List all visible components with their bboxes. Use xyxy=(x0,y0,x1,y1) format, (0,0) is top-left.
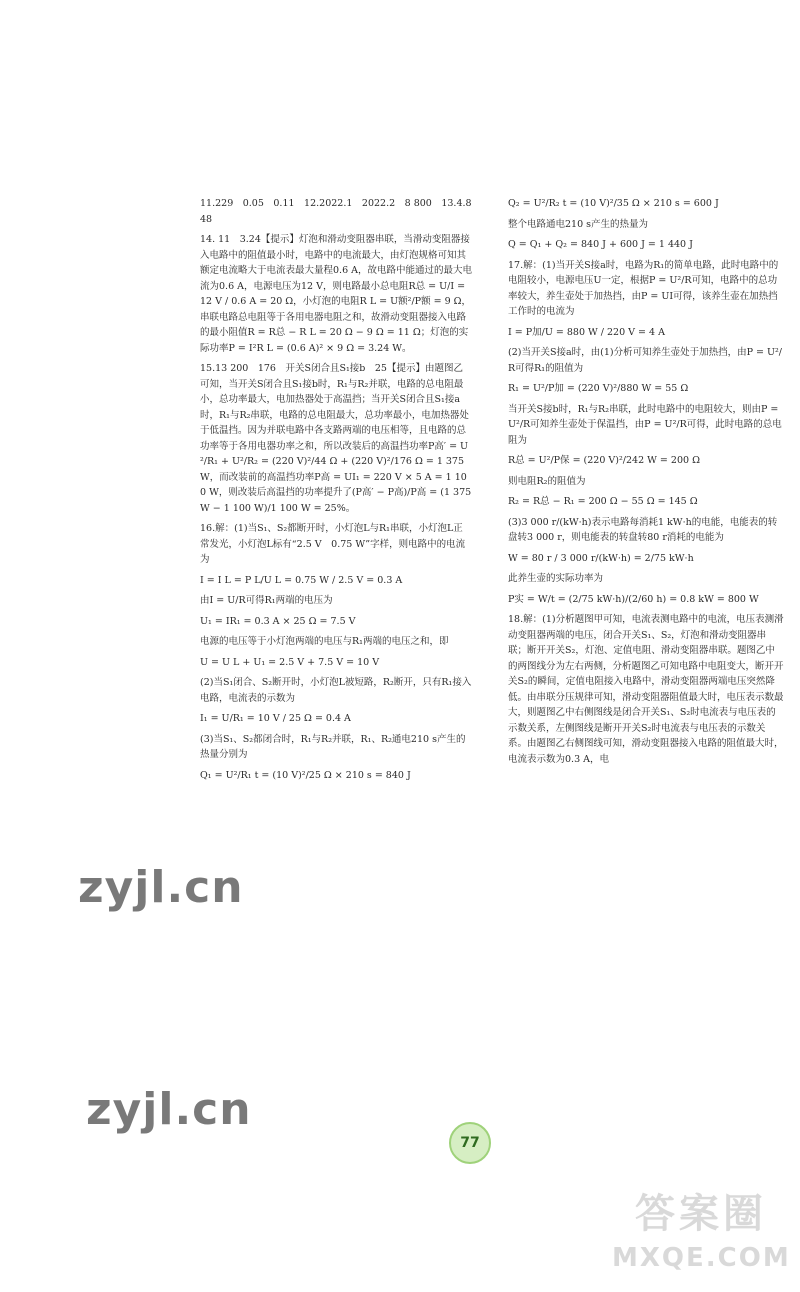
answer-paragraph: 当开关S接b时，R₁与R₂串联，此时电路中的电阻较大，则由P = U²/R可知养生壶处于保温挡，由P = U²/R可得，此时电路的总电阻为 xyxy=(508,403,782,446)
answer-paragraph: I₁ = U/R₁ = 10 V / 25 Ω = 0.4 A xyxy=(200,713,351,724)
answer-column-right xyxy=(508,196,784,772)
answer-paragraph: 由I = U/R可得R₁两端的电压为 xyxy=(200,595,333,606)
page-number: 77 xyxy=(460,1135,480,1151)
site-stamp-logo xyxy=(612,1188,790,1284)
answer-paragraph: Q₂ = U²/R₂ t = (10 V)²/35 Ω × 210 s = 600 J xyxy=(508,198,719,209)
answer-paragraph: 此养生壶的实际功率为 xyxy=(508,573,604,584)
answer-paragraph: I = I L = P L/U L = 0.75 W / 2.5 V = 0.3 A xyxy=(200,574,403,586)
answer-paragraph: Q₁ = U²/R₁ t = (10 V)²/25 Ω × 210 s = 840 J xyxy=(200,769,411,781)
answer-paragraph: W = 80 r / 3 000 r/(kW·h) = 2/75 kW·h xyxy=(508,552,694,564)
answer-paragraph: Q = Q₁ + Q₂ = 840 J + 600 J = 1 440 J xyxy=(508,239,693,250)
answer-paragraph: (2)当开关S接a时，由(1)分析可知养生壶处于加热挡，由P = U²/R可得R₁的阻值为 xyxy=(508,347,782,374)
answer-column-left xyxy=(200,196,482,788)
stamp-url: MXQE.COM xyxy=(612,1243,791,1273)
answer-paragraph: 15.13 200 176 开关S闭合且S₁接b 25【提示】由题图乙可知，当开关S闭合且S₁接b时，R₁与R₂并联，电路的总电阻最小，总功率最大，电加热器处于高温挡；当开关S闭合且S₁接a时，R₁与R₂串联，电路的总电阻最大，总功率最小，电加热器处于低温挡。因为并联电路中各支路两端的电压相等，且电路的总功率等于各用电器功率之和，所以改装后的高温挡功率P高′ = U²/R₁ + U²/R₂ = (220 V)²/44 Ω + (220 V)²/176 Ω = 1 375 W，而改装前的高温挡功率P高 = UI₁ = 220 V × 5 A = 1 100 W，则改装后高温挡的功率提升了(P高′ − P高)/P高 = (1 375 W − 1 100 W)/1 100 W = 25%。 xyxy=(200,363,475,514)
answer-paragraph: P实 = W/t = (2/75 kW·h)/(2/60 h) = 0.8 kW = 800 W xyxy=(508,593,759,605)
answer-paragraph: 电源的电压等于小灯泡两端的电压与R₁两端的电压之和，即 xyxy=(200,636,449,647)
answer-paragraph: U = U L + U₁ = 2.5 V + 7.5 V = 10 V xyxy=(200,656,380,668)
page-number-badge xyxy=(449,1122,491,1164)
answer-paragraph: 16.解：(1)当S₁、S₂都断开时，小灯泡L与R₁串联，小灯泡L正常发光，小灯泡L标有“2.5 V 0.75 W”字样，则电路中的电流为 xyxy=(200,523,466,565)
answer-paragraph: (3)当S₁、S₂都闭合时，R₁与R₂并联，R₁、R₂通电210 s产生的热量分别为 xyxy=(200,733,466,760)
answer-paragraph: R总 = U²/P保 = (220 V)²/242 W = 200 Ω xyxy=(508,455,700,466)
watermark-zyjl: zyjl.cn xyxy=(86,1084,252,1135)
answer-paragraph: 14. 11 3.24【提示】灯泡和滑动变阻器串联，当滑动变阻器接入电路中的阻值最小时，电路中的电流最大，由灯泡规格可知其额定电流略大于电流表最大量程0.6 A，故电路中能通过的最大电流为0.6 A，电源电压为12 V，则电路最小总电阻R总 = U/I = 12 V / 0.6 A = 20 Ω，小灯泡的电阻R L = U额²/P额 = 9 Ω，串联电路总电阻等于各用电器电阻之和，故滑动变阻器接入电路的最小阻值R = R总 − R L = 20 Ω − 9 Ω = 11 Ω；灯泡的实际功率P = I²R L = (0.6 A)² × 9 Ω = 3.24 W。 xyxy=(200,234,472,354)
answer-paragraph: R₂ = R总 − R₁ = 200 Ω − 55 Ω = 145 Ω xyxy=(508,496,698,507)
answer-paragraph: I = P加/U = 880 W / 220 V = 4 A xyxy=(508,326,665,338)
answer-paragraph: (2)当S₁闭合、S₂断开时，小灯泡L被短路，R₂断开，只有R₁接入电路，电流表的示数为 xyxy=(200,677,472,704)
answer-paragraph: 整个电路通电210 s产生的热量为 xyxy=(508,218,649,230)
answer-paragraph: 11.229 0.05 0.11 12.2022.1 2022.2 8 800 13.4.8 48 xyxy=(200,198,482,225)
answer-paragraph: U₁ = IR₁ = 0.3 A × 25 Ω = 7.5 V xyxy=(200,615,356,627)
stamp-title: 答案圈 xyxy=(635,1191,767,1237)
answer-paragraph: 则电阻R₂的阻值为 xyxy=(508,475,586,487)
answer-paragraph: 18.解：(1)分析题图甲可知，电流表测电路中的电流，电压表测滑动变阻器两端的电压，闭合开关S₁、S₂，灯泡和滑动变阻器串联；断开开关S₂，灯泡、定值电阻、滑动变阻器串联。题图乙中的两图线分为左右两侧，分析题图乙可知电路中电阻变大，断开开关S₂的瞬间，定值电阻接入电路中，滑动变阻器两端电压突然降低。由串联分压规律可知，滑动变阻器阻值最大时，电压表示数最大，则题图乙中右侧图线是闭合开关S₁、S₂时电流表与电压表的示数关系，左侧图线是断开开关S₂时电流表与电压表的示数关系。由题图乙右侧图线可知，滑动变阻器接入电路的阻值最大时，电流表示数为0.3 A，电 xyxy=(508,614,784,765)
answer-paragraph: R₁ = U²/P加 = (220 V)²/880 W = 55 Ω xyxy=(508,383,689,394)
answer-paragraph: (3)3 000 r/(kW·h)表示电路每消耗1 kW·h的电能，电能表的转盘转3 000 r，则电能表的转盘转80 r消耗的电能为 xyxy=(508,516,778,543)
watermark-zyjl: zyjl.cn xyxy=(78,862,244,913)
answer-paragraph: 17.解：(1)当开关S接a时，电路为R₁的简单电路，此时电路中的电阻较小，电源电压U一定，根据P = U²/R可知，电路中的总功率较大，养生壶处于加热挡，由P = UI可得，该养生壶在加热挡工作时的电流为 xyxy=(508,259,779,317)
